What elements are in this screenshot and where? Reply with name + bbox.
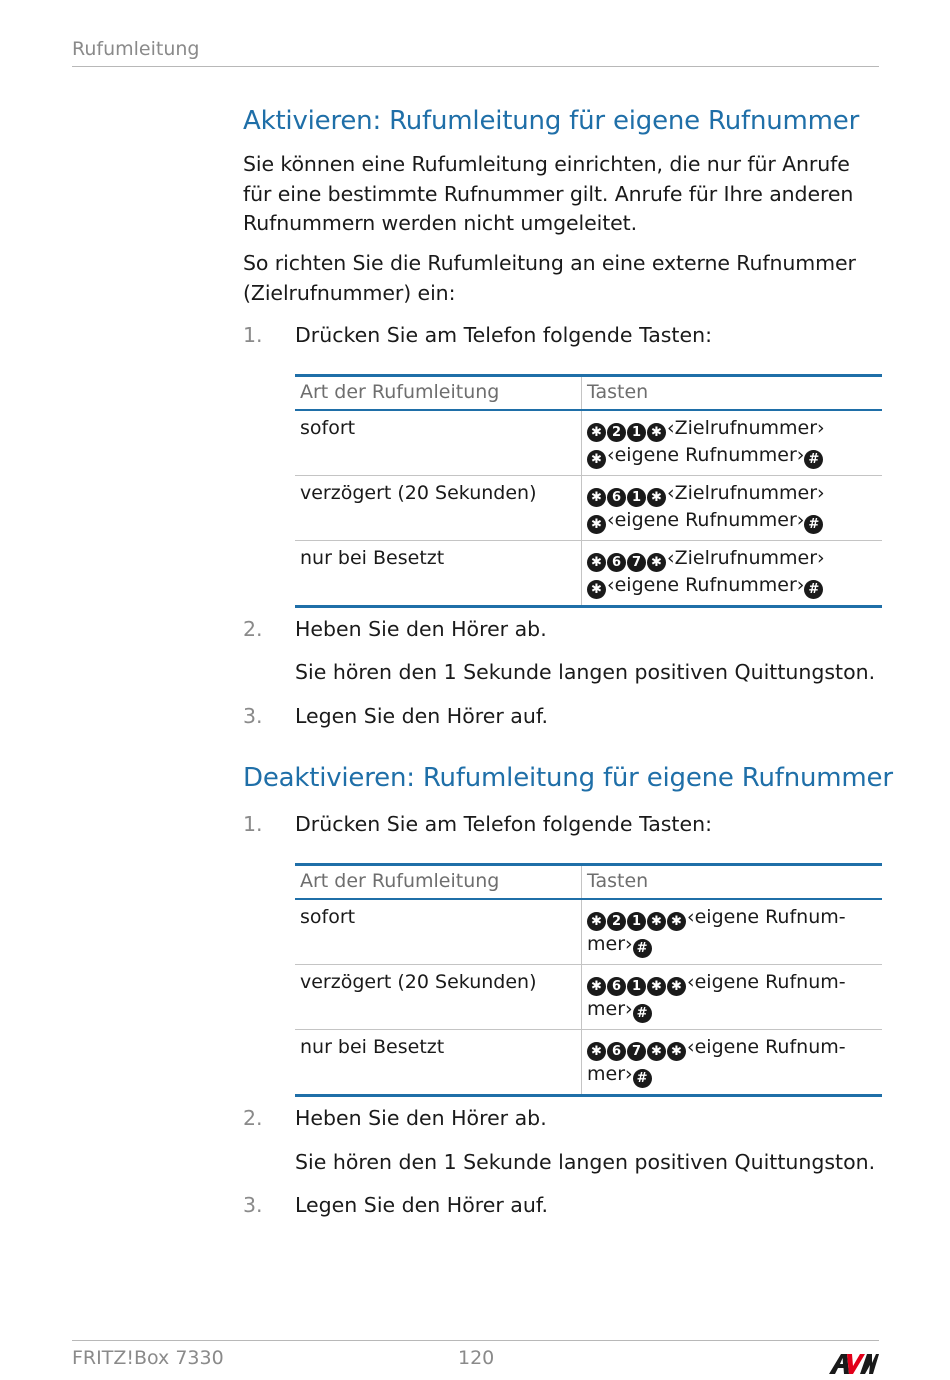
star-key-icon: ✱ — [647, 977, 666, 996]
star-key-icon: ✱ — [587, 1042, 606, 1061]
key-sequence — [582, 1030, 883, 1096]
hash-key-icon: # — [633, 1004, 652, 1023]
hash-key-icon: # — [804, 580, 823, 599]
digit-key-icon: 2 — [607, 912, 626, 931]
digit-key-icon: 1 — [627, 912, 646, 931]
key-placeholder: mer› — [587, 998, 633, 1020]
step-number: 3. — [243, 704, 263, 728]
star-key-icon: ✱ — [587, 580, 606, 599]
step-text: Legen Sie den Hörer auf. — [295, 704, 549, 728]
table-row — [295, 965, 882, 1030]
step-number: 1. — [243, 812, 263, 836]
star-key-icon: ✱ — [667, 977, 686, 996]
star-key-icon: ✱ — [587, 912, 606, 931]
table-header-row — [295, 865, 882, 900]
digit-key-icon: 1 — [627, 488, 646, 507]
table-row — [295, 410, 882, 476]
product-name: FRITZ!Box 7330 — [72, 1347, 224, 1369]
star-key-icon: ✱ — [667, 1042, 686, 1061]
key-line — [587, 572, 877, 599]
hash-key-icon: # — [804, 450, 823, 469]
table-row — [295, 541, 882, 607]
digit-key-icon: 7 — [627, 553, 646, 572]
key-line — [587, 415, 877, 442]
star-key-icon: ✱ — [587, 450, 606, 469]
forward-type: verzögert (20 Sekunden) — [295, 476, 582, 541]
key-placeholder: ‹Zielrufnummer› — [667, 547, 825, 569]
column-header-keys: Tasten — [582, 376, 883, 411]
table-row — [295, 899, 882, 965]
forward-type: sofort — [295, 899, 582, 965]
star-key-icon: ✱ — [587, 423, 606, 442]
hash-key-icon: # — [633, 1069, 652, 1088]
key-line — [587, 1034, 877, 1061]
key-line — [587, 442, 877, 469]
star-key-icon: ✱ — [667, 912, 686, 931]
star-key-icon: ✱ — [647, 488, 666, 507]
key-sequence — [582, 476, 883, 541]
step-number: 3. — [243, 1193, 263, 1217]
section-heading-deactivate: Deaktivieren: Rufumleitung für eigene Rufnummer — [243, 763, 893, 793]
key-placeholder: mer› — [587, 1063, 633, 1085]
key-line — [587, 931, 877, 958]
digit-key-icon: 1 — [627, 423, 646, 442]
key-placeholder: ‹eigene Rufnummer› — [607, 509, 805, 531]
forward-type: nur bei Besetzt — [295, 1030, 582, 1096]
digit-key-icon: 2 — [607, 423, 626, 442]
key-sequence — [582, 899, 883, 965]
step-number: 1. — [243, 323, 263, 347]
digit-key-icon: 6 — [607, 1042, 626, 1061]
digit-key-icon: 6 — [607, 977, 626, 996]
step-note: Sie hören den 1 Sekunde langen positiven Quittungston. — [295, 1150, 876, 1174]
key-placeholder: ‹eigene Rufnummer› — [607, 574, 805, 596]
key-sequence — [582, 541, 883, 607]
hash-key-icon: # — [633, 939, 652, 958]
step-number: 2. — [243, 1106, 263, 1130]
digit-key-icon: 6 — [607, 488, 626, 507]
key-line — [587, 507, 877, 534]
step-text: Drücken Sie am Telefon folgende Tasten: — [295, 323, 712, 347]
key-placeholder: ‹eigene Rufnum- — [687, 906, 846, 928]
lead-paragraph: So richten Sie die Rufumleitung an eine externe Rufnummer (Zielrufnummer) ein: — [243, 251, 856, 305]
star-key-icon: ✱ — [647, 553, 666, 572]
page-number: 120 — [458, 1347, 495, 1369]
star-key-icon: ✱ — [587, 488, 606, 507]
star-key-icon: ✱ — [647, 423, 666, 442]
table-header-row — [295, 376, 882, 411]
table-row — [295, 476, 882, 541]
step-text: Drücken Sie am Telefon folgende Tasten: — [295, 812, 712, 836]
digit-key-icon: 7 — [627, 1042, 646, 1061]
forward-type: sofort — [295, 410, 582, 476]
step-number: 2. — [243, 617, 263, 641]
key-placeholder: ‹eigene Rufnum- — [687, 971, 846, 993]
key-sequence — [582, 965, 883, 1030]
running-head: Rufumleitung — [72, 38, 879, 67]
table-row — [295, 1030, 882, 1096]
key-placeholder: mer› — [587, 933, 633, 955]
key-line — [587, 904, 877, 931]
step-note: Sie hören den 1 Sekunde langen positiven Quittungston. — [295, 660, 876, 684]
section-heading-activate: Aktivieren: Rufumleitung für eigene Rufnummer — [243, 106, 860, 136]
key-line — [587, 545, 877, 572]
digit-key-icon: 1 — [627, 977, 646, 996]
star-key-icon: ✱ — [587, 553, 606, 572]
star-key-icon: ✱ — [647, 912, 666, 931]
hash-key-icon: # — [804, 515, 823, 534]
forward-type: verzögert (20 Sekunden) — [295, 965, 582, 1030]
key-placeholder: ‹eigene Rufnum- — [687, 1036, 846, 1058]
key-placeholder: ‹Zielrufnummer› — [667, 417, 825, 439]
key-line — [587, 480, 877, 507]
forward-type: nur bei Besetzt — [295, 541, 582, 607]
digit-key-icon: 6 — [607, 553, 626, 572]
key-line — [587, 969, 877, 996]
key-sequence — [582, 410, 883, 476]
star-key-icon: ✱ — [647, 1042, 666, 1061]
key-table-activate — [295, 374, 882, 608]
key-table-deactivate — [295, 863, 882, 1097]
star-key-icon: ✱ — [587, 977, 606, 996]
page-footer — [72, 1340, 879, 1369]
star-key-icon: ✱ — [587, 515, 606, 534]
column-header-type: Art der Rufumleitung — [295, 865, 582, 900]
step-text: Legen Sie den Hörer auf. — [295, 1193, 549, 1217]
key-line — [587, 996, 877, 1023]
column-header-keys: Tasten — [582, 865, 883, 900]
key-line — [587, 1061, 877, 1088]
step-text: Heben Sie den Hörer ab. — [295, 1106, 547, 1130]
intro-paragraph: Sie können eine Rufumleitung einrichten, die nur für Anrufe für eine bestimmte Rufnummer gilt. Anrufe für Ihre anderen Rufnummern werden nicht umgeleitet. — [243, 152, 854, 235]
column-header-type: Art der Rufumleitung — [295, 376, 582, 411]
key-placeholder: ‹Zielrufnummer› — [667, 482, 825, 504]
avm-logo-icon — [827, 1348, 879, 1376]
step-text: Heben Sie den Hörer ab. — [295, 617, 547, 641]
key-placeholder: ‹eigene Rufnummer› — [607, 444, 805, 466]
